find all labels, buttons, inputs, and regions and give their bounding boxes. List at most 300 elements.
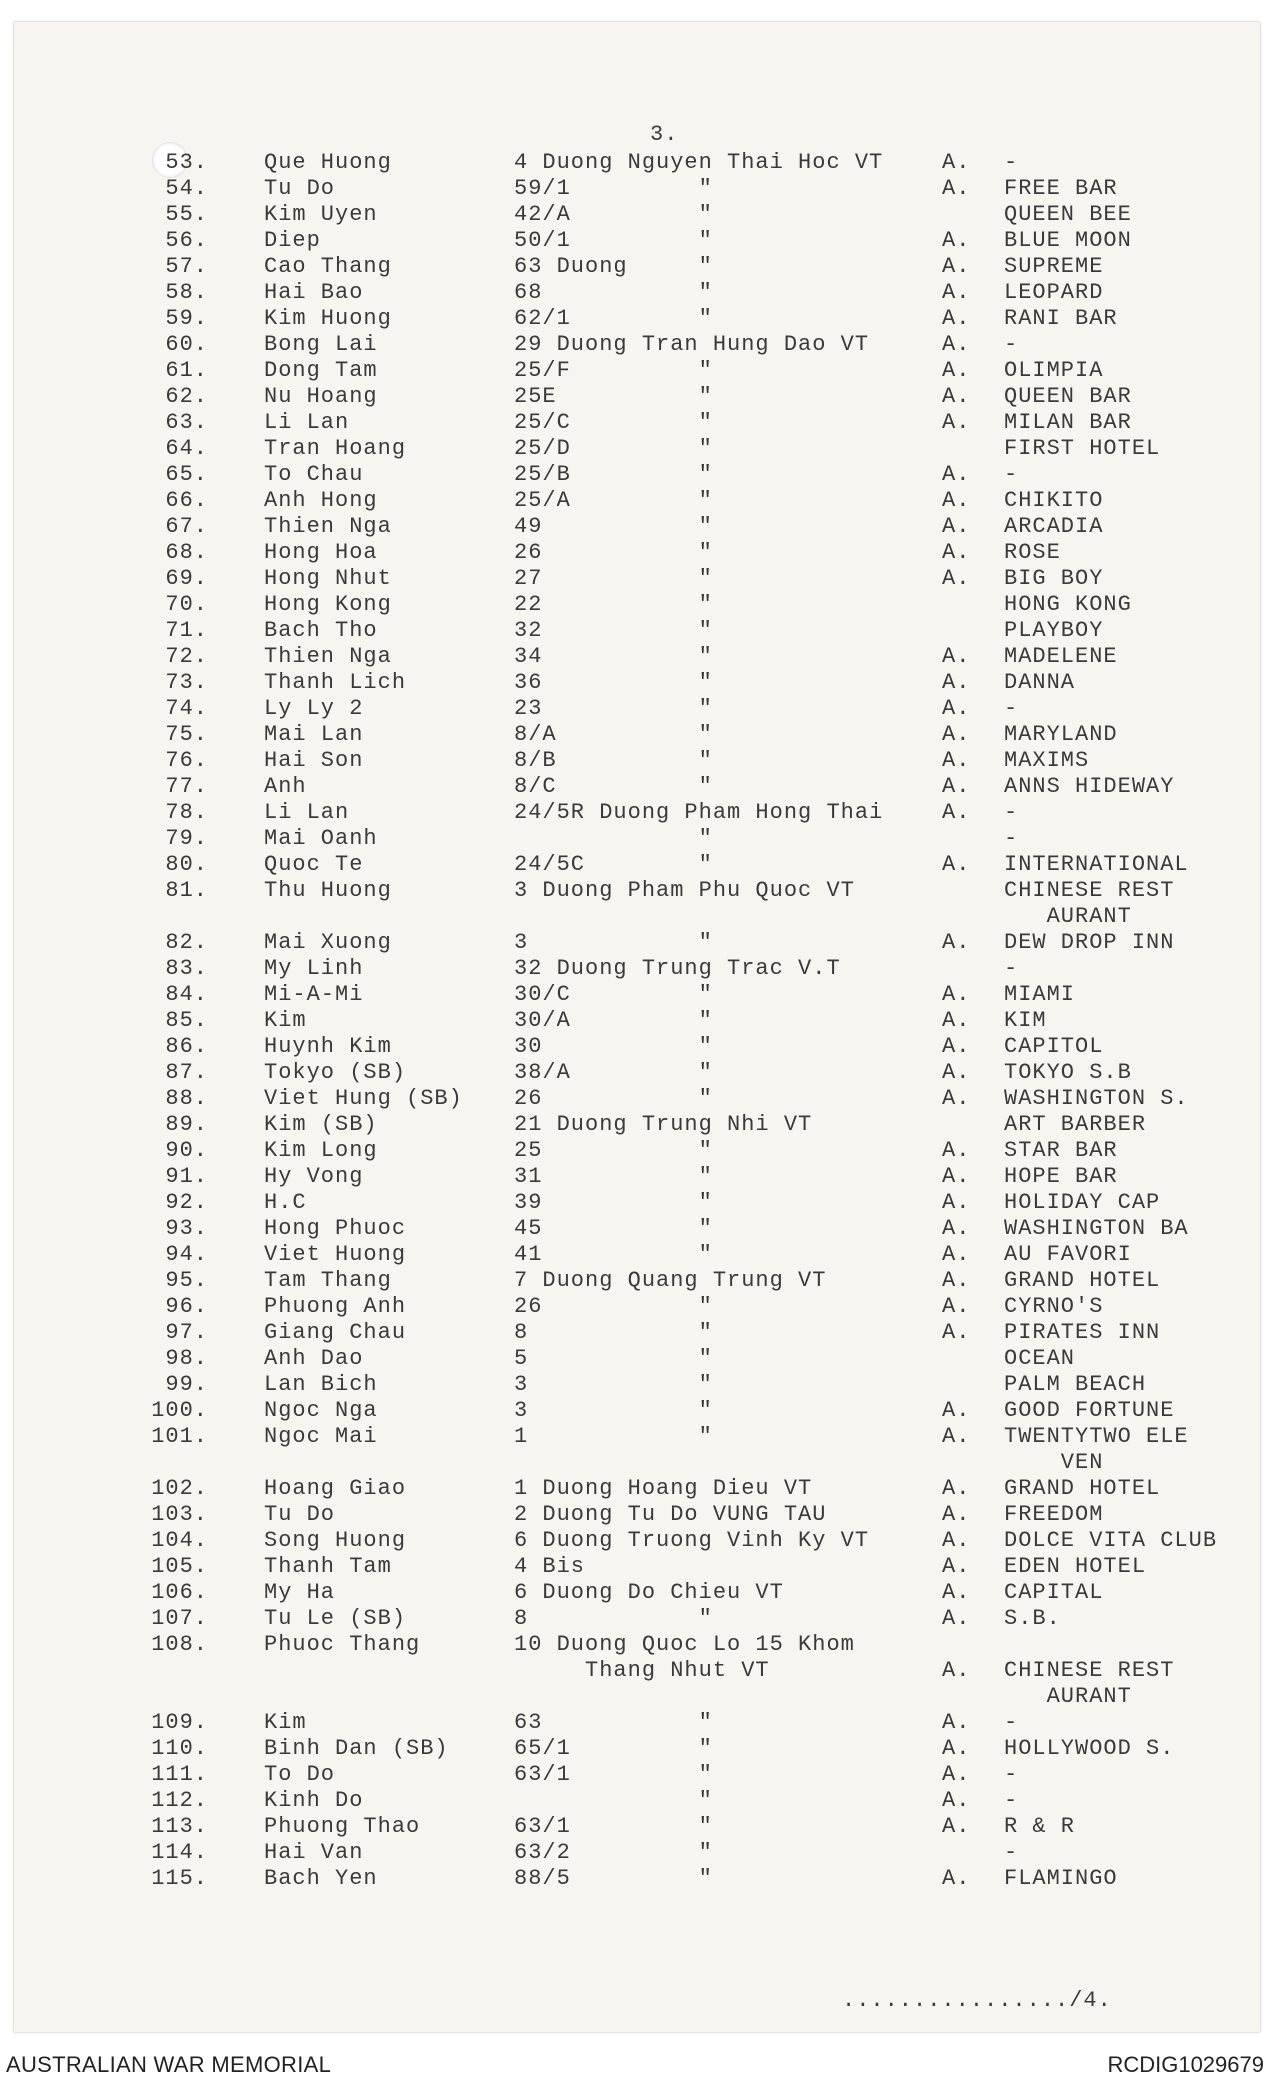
table-row	[14, 1814, 1260, 1840]
bar-name: -	[1004, 1788, 1019, 1813]
table-row	[14, 1606, 1260, 1632]
bar-name: BLUE MOON	[1004, 228, 1132, 253]
entry-number: 110.	[151, 1736, 208, 1761]
classification: A.	[942, 1658, 971, 1683]
establishment-name: Phuoc Thang	[264, 1632, 421, 1657]
table-row	[14, 1086, 1260, 1112]
bar-name: FLAMINGO	[1004, 1866, 1118, 1891]
bar-name: -	[1004, 332, 1019, 357]
bar-name: GRAND HOTEL	[1004, 1268, 1161, 1293]
establishment-name: Dong Tam	[264, 358, 378, 383]
entry-number: 83.	[165, 956, 208, 981]
table-row	[14, 1346, 1260, 1372]
table-row	[14, 1528, 1260, 1554]
bar-name: GOOD FORTUNE	[1004, 1398, 1175, 1423]
entry-number: 60.	[165, 332, 208, 357]
entry-number: 93.	[165, 1216, 208, 1241]
table-row	[14, 1242, 1260, 1268]
bar-name: -	[1004, 462, 1019, 487]
establishment-name: Binh Dan (SB)	[264, 1736, 449, 1761]
establishment-name: Tokyo (SB)	[264, 1060, 407, 1085]
address: 63/1 "	[514, 1762, 713, 1787]
bar-name: MARYLAND	[1004, 722, 1118, 747]
table-row	[14, 1216, 1260, 1242]
address: 4 Bis	[514, 1554, 586, 1579]
entry-number: 65.	[165, 462, 208, 487]
bar-name: CAPITAL	[1004, 1580, 1104, 1605]
bar-name: -	[1004, 1840, 1019, 1865]
table-row	[14, 280, 1260, 306]
bar-name: FREE BAR	[1004, 176, 1118, 201]
bar-name: OLIMPIA	[1004, 358, 1104, 383]
classification: A.	[942, 410, 971, 435]
entry-number: 115.	[151, 1866, 208, 1891]
establishment-name: Bong Lai	[264, 332, 378, 357]
entry-number: 72.	[165, 644, 208, 669]
archive-footer	[0, 2046, 1280, 2082]
classification: A.	[942, 1814, 971, 1839]
bar-name: -	[1004, 150, 1019, 175]
address: 25/F "	[514, 358, 713, 383]
classification: A.	[942, 722, 971, 747]
entry-number: 105.	[151, 1554, 208, 1579]
classification: A.	[942, 670, 971, 695]
bar-name: CAPITOL	[1004, 1034, 1104, 1059]
table-row	[14, 644, 1260, 670]
table-row	[14, 1450, 1260, 1476]
bar-name: EDEN HOTEL	[1004, 1554, 1147, 1579]
address: 25E "	[514, 384, 713, 409]
entry-number: 113.	[151, 1814, 208, 1839]
establishment-name: My Ha	[264, 1580, 336, 1605]
address: 10 Duong Quoc Lo 15 Khom	[514, 1632, 855, 1657]
classification: A.	[942, 462, 971, 487]
bar-name: DOLCE VITA CLUB	[1004, 1528, 1218, 1553]
address: 29 Duong Tran Hung Dao VT	[514, 332, 870, 357]
bar-name: RANI BAR	[1004, 306, 1118, 331]
archive-name: AUSTRALIAN WAR MEMORIAL	[6, 2052, 332, 2077]
establishment-name: H.C	[264, 1190, 307, 1215]
table-row	[14, 800, 1260, 826]
bar-name: FREEDOM	[1004, 1502, 1104, 1527]
bar-name: HONG KONG	[1004, 592, 1132, 617]
table-row	[14, 176, 1260, 202]
address: 8/C "	[514, 774, 713, 799]
address: 88/5 "	[514, 1866, 713, 1891]
entry-number: 80.	[165, 852, 208, 877]
classification: A.	[942, 644, 971, 669]
classification: A.	[942, 1580, 971, 1605]
entry-number: 98.	[165, 1346, 208, 1371]
classification: A.	[942, 1034, 971, 1059]
address: 62/1 "	[514, 306, 713, 331]
bar-name: MILAN BAR	[1004, 410, 1132, 435]
classification: A.	[942, 696, 971, 721]
classification: A.	[942, 1008, 971, 1033]
table-row	[14, 1372, 1260, 1398]
entry-number: 108.	[151, 1632, 208, 1657]
address: 25/C "	[514, 410, 713, 435]
table-row	[14, 904, 1260, 930]
entry-number: 100.	[151, 1398, 208, 1423]
bar-name: ROSE	[1004, 540, 1061, 565]
address: 32 "	[514, 618, 713, 643]
table-row	[14, 1658, 1260, 1684]
entry-number: 74.	[165, 696, 208, 721]
classification: A.	[942, 1606, 971, 1631]
establishment-name: Tu Do	[264, 1502, 336, 1527]
entry-number: 92.	[165, 1190, 208, 1215]
establishment-name: Nu Hoang	[264, 384, 378, 409]
bar-name: QUEEN BEE	[1004, 202, 1132, 227]
establishment-name: Ly Ly 2	[264, 696, 364, 721]
classification: A.	[942, 514, 971, 539]
address: 1 "	[514, 1424, 713, 1449]
table-row	[14, 1736, 1260, 1762]
table-row	[14, 1008, 1260, 1034]
entry-number: 96.	[165, 1294, 208, 1319]
entry-number: 112.	[151, 1788, 208, 1813]
bar-name: AURANT	[1004, 1684, 1132, 1709]
archive-id: RCDIG1029679	[1107, 2052, 1264, 2077]
classification: A.	[942, 774, 971, 799]
address: 2 Duong Tu Do VUNG TAU	[514, 1502, 827, 1527]
establishment-name: Ngoc Mai	[264, 1424, 378, 1449]
address: 45 "	[514, 1216, 713, 1241]
table-row	[14, 1476, 1260, 1502]
entry-number: 109.	[151, 1710, 208, 1735]
establishment-name: Mi-A-Mi	[264, 982, 364, 1007]
establishment-name: Mai Xuong	[264, 930, 392, 955]
classification: A.	[942, 332, 971, 357]
classification: A.	[942, 1138, 971, 1163]
address: 34 "	[514, 644, 713, 669]
bar-name: SUPREME	[1004, 254, 1104, 279]
classification: A.	[942, 306, 971, 331]
entry-number: 77.	[165, 774, 208, 799]
table-row	[14, 696, 1260, 722]
address: Thang Nhut VT	[514, 1658, 770, 1683]
entry-number: 75.	[165, 722, 208, 747]
classification: A.	[942, 852, 971, 877]
establishment-name: Kim Uyen	[264, 202, 378, 227]
address: 59/1 "	[514, 176, 713, 201]
classification: A.	[942, 1398, 971, 1423]
establishment-name: Kim	[264, 1008, 307, 1033]
address: 8/B "	[514, 748, 713, 773]
continuation-marker: ................/4.	[842, 1988, 1112, 2013]
address: 21 Duong Trung Nhi VT	[514, 1112, 813, 1137]
establishment-name: Hong Hoa	[264, 540, 378, 565]
establishment-name: My Linh	[264, 956, 364, 981]
bar-name: -	[1004, 800, 1019, 825]
address: 4 Duong Nguyen Thai Hoc VT	[514, 150, 884, 175]
table-row	[14, 826, 1260, 852]
table-row	[14, 1320, 1260, 1346]
bar-name: KIM	[1004, 1008, 1047, 1033]
classification: A.	[942, 930, 971, 955]
establishment-name: Kim Huong	[264, 306, 392, 331]
bar-name: -	[1004, 1762, 1019, 1787]
address: 42/A "	[514, 202, 713, 227]
address: 38/A "	[514, 1060, 713, 1085]
establishment-name: Anh Dao	[264, 1346, 364, 1371]
table-row	[14, 1268, 1260, 1294]
table-row	[14, 436, 1260, 462]
establishment-name: Kim (SB)	[264, 1112, 378, 1137]
establishment-name: Mai Oanh	[264, 826, 378, 851]
address: 25/A "	[514, 488, 713, 513]
bar-name: DANNA	[1004, 670, 1076, 695]
bar-name: PALM BEACH	[1004, 1372, 1147, 1397]
table-row	[14, 1398, 1260, 1424]
address: 68 "	[514, 280, 713, 305]
entry-number: 59.	[165, 306, 208, 331]
entry-number: 69.	[165, 566, 208, 591]
entry-number: 68.	[165, 540, 208, 565]
establishment-name: Thien Nga	[264, 644, 392, 669]
address: 39 "	[514, 1190, 713, 1215]
bar-name: WASHINGTON S.	[1004, 1086, 1189, 1111]
bar-name: GRAND HOTEL	[1004, 1476, 1161, 1501]
entry-number: 62.	[165, 384, 208, 409]
establishment-name: Hai Son	[264, 748, 364, 773]
bar-name: PIRATES INN	[1004, 1320, 1161, 1345]
entry-number: 102.	[151, 1476, 208, 1501]
classification: A.	[942, 1294, 971, 1319]
establishment-name: Viet Hung (SB)	[264, 1086, 463, 1111]
bar-name: ANNS HIDEWAY	[1004, 774, 1175, 799]
address: 63 Duong "	[514, 254, 713, 279]
entry-number: 114.	[151, 1840, 208, 1865]
entry-number: 90.	[165, 1138, 208, 1163]
establishment-name: Mai Lan	[264, 722, 364, 747]
classification: A.	[942, 228, 971, 253]
table-row	[14, 1164, 1260, 1190]
bar-name: HOLLYWOOD S.	[1004, 1736, 1175, 1761]
classification: A.	[942, 1866, 971, 1891]
entry-number: 63.	[165, 410, 208, 435]
entry-number: 101.	[151, 1424, 208, 1449]
establishment-name: Tu Le (SB)	[264, 1606, 407, 1631]
establishment-name: Hong Phuoc	[264, 1216, 407, 1241]
address: 63/1 "	[514, 1814, 713, 1839]
establishment-name: Anh	[264, 774, 307, 799]
establishment-name: Hai Bao	[264, 280, 364, 305]
table-row	[14, 1034, 1260, 1060]
classification: A.	[942, 1788, 971, 1813]
establishment-name: Giang Chau	[264, 1320, 407, 1345]
bar-name: BIG BOY	[1004, 566, 1104, 591]
entry-number: 85.	[165, 1008, 208, 1033]
entry-number: 94.	[165, 1242, 208, 1267]
entry-number: 67.	[165, 514, 208, 539]
classification: A.	[942, 1762, 971, 1787]
table-row	[14, 202, 1260, 228]
classification: A.	[942, 1242, 971, 1267]
address: 8/A "	[514, 722, 713, 747]
bar-name: PLAYBOY	[1004, 618, 1104, 643]
entry-number: 103.	[151, 1502, 208, 1527]
table-row	[14, 1190, 1260, 1216]
table-row	[14, 722, 1260, 748]
table-row	[14, 566, 1260, 592]
classification: A.	[942, 1060, 971, 1085]
address: 23 "	[514, 696, 713, 721]
classification: A.	[942, 280, 971, 305]
establishment-name: Thu Huong	[264, 878, 392, 903]
table-row	[14, 332, 1260, 358]
table-row	[14, 1138, 1260, 1164]
classification: A.	[942, 176, 971, 201]
bar-name: R & R	[1004, 1814, 1076, 1839]
address: 30/C "	[514, 982, 713, 1007]
address: 65/1 "	[514, 1736, 713, 1761]
entry-number: 91.	[165, 1164, 208, 1189]
bar-name: MADELENE	[1004, 644, 1118, 669]
table-row	[14, 982, 1260, 1008]
establishment-name: Tran Hoang	[264, 436, 407, 461]
entry-number: 97.	[165, 1320, 208, 1345]
entry-number: 55.	[165, 202, 208, 227]
address: 30/A "	[514, 1008, 713, 1033]
table-row	[14, 1112, 1260, 1138]
entry-number: 95.	[165, 1268, 208, 1293]
establishment-name: Song Huong	[264, 1528, 407, 1553]
bar-name: QUEEN BAR	[1004, 384, 1132, 409]
address: "	[514, 826, 713, 851]
classification: A.	[942, 358, 971, 383]
address: 63 "	[514, 1710, 713, 1735]
establishment-name: Hoang Giao	[264, 1476, 407, 1501]
bar-name: S.B.	[1004, 1606, 1061, 1631]
establishment-name: Phuong Thao	[264, 1814, 421, 1839]
address: 25/B "	[514, 462, 713, 487]
table-row	[14, 878, 1260, 904]
classification: A.	[942, 982, 971, 1007]
table-row	[14, 1580, 1260, 1606]
bar-name: -	[1004, 826, 1019, 851]
bar-name: FIRST HOTEL	[1004, 436, 1161, 461]
classification: A.	[942, 1190, 971, 1215]
table-row	[14, 774, 1260, 800]
address: 50/1 "	[514, 228, 713, 253]
table-row	[14, 514, 1260, 540]
establishment-name: Quoc Te	[264, 852, 364, 877]
address: 26 "	[514, 1086, 713, 1111]
bar-name: AURANT	[1004, 904, 1132, 929]
entry-number: 71.	[165, 618, 208, 643]
classification: A.	[942, 1502, 971, 1527]
entry-number: 66.	[165, 488, 208, 513]
bar-name: ARCADIA	[1004, 514, 1104, 539]
bar-name: AU FAVORI	[1004, 1242, 1132, 1267]
table-row	[14, 670, 1260, 696]
bar-name: HOLIDAY CAP	[1004, 1190, 1161, 1215]
table-row	[14, 358, 1260, 384]
address: 49 "	[514, 514, 713, 539]
table-row	[14, 306, 1260, 332]
classification: A.	[942, 1476, 971, 1501]
bar-name: VEN	[1004, 1450, 1104, 1475]
bar-name: -	[1004, 1710, 1019, 1735]
table-row	[14, 410, 1260, 436]
table-row	[14, 462, 1260, 488]
bar-name: CHINESE REST	[1004, 1658, 1175, 1683]
bar-name: CHIKITO	[1004, 488, 1104, 513]
entry-number: 54.	[165, 176, 208, 201]
table-row	[14, 1424, 1260, 1450]
address: 24/5C "	[514, 852, 713, 877]
bar-name: DEW DROP INN	[1004, 930, 1175, 955]
classification: A.	[942, 488, 971, 513]
establishment-name: Kim Long	[264, 1138, 378, 1163]
page-number: 3.	[650, 122, 679, 147]
establishment-name: Bach Yen	[264, 1866, 378, 1891]
classification: A.	[942, 1528, 971, 1553]
classification: A.	[942, 254, 971, 279]
establishment-name: Phuong Anh	[264, 1294, 407, 1319]
address: 26 "	[514, 540, 713, 565]
establishment-name: Anh Hong	[264, 488, 378, 513]
classification: A.	[942, 566, 971, 591]
entry-number: 107.	[151, 1606, 208, 1631]
table-row	[14, 540, 1260, 566]
address: 3 Duong Pham Phu Quoc VT	[514, 878, 855, 903]
table-row	[14, 1762, 1260, 1788]
address: "	[514, 1788, 713, 1813]
entry-number: 99.	[165, 1372, 208, 1397]
table-row	[14, 228, 1260, 254]
entry-number: 79.	[165, 826, 208, 851]
address: 63/2 "	[514, 1840, 713, 1865]
entry-number: 57.	[165, 254, 208, 279]
entry-number: 84.	[165, 982, 208, 1007]
address: 5 "	[514, 1346, 713, 1371]
address: 3 "	[514, 1372, 713, 1397]
classification: A.	[942, 150, 971, 175]
table-row	[14, 1554, 1260, 1580]
classification: A.	[942, 1424, 971, 1449]
entry-number: 104.	[151, 1528, 208, 1553]
classification: A.	[942, 1164, 971, 1189]
address: 27 "	[514, 566, 713, 591]
table-row	[14, 956, 1260, 982]
classification: A.	[942, 384, 971, 409]
establishment-name: Thien Nga	[264, 514, 392, 539]
bar-name: LEOPARD	[1004, 280, 1104, 305]
entry-number: 73.	[165, 670, 208, 695]
establishment-name: Hong Nhut	[264, 566, 392, 591]
address: 32 Duong Trung Trac V.T	[514, 956, 841, 981]
classification: A.	[942, 1268, 971, 1293]
entry-number: 111.	[151, 1762, 208, 1787]
establishment-name: Kim	[264, 1710, 307, 1735]
establishment-name: Hong Kong	[264, 592, 392, 617]
address: 3 "	[514, 1398, 713, 1423]
address: 25/D "	[514, 436, 713, 461]
bar-name: TOKYO S.B	[1004, 1060, 1132, 1085]
entry-number: 106.	[151, 1580, 208, 1605]
bar-name: ART BARBER	[1004, 1112, 1147, 1137]
entry-number: 64.	[165, 436, 208, 461]
establishment-name: Thanh Tam	[264, 1554, 392, 1579]
establishment-name: Viet Huong	[264, 1242, 407, 1267]
address: 7 Duong Quang Trung VT	[514, 1268, 827, 1293]
entry-number: 82.	[165, 930, 208, 955]
bar-name: OCEAN	[1004, 1346, 1076, 1371]
table-row	[14, 1840, 1260, 1866]
